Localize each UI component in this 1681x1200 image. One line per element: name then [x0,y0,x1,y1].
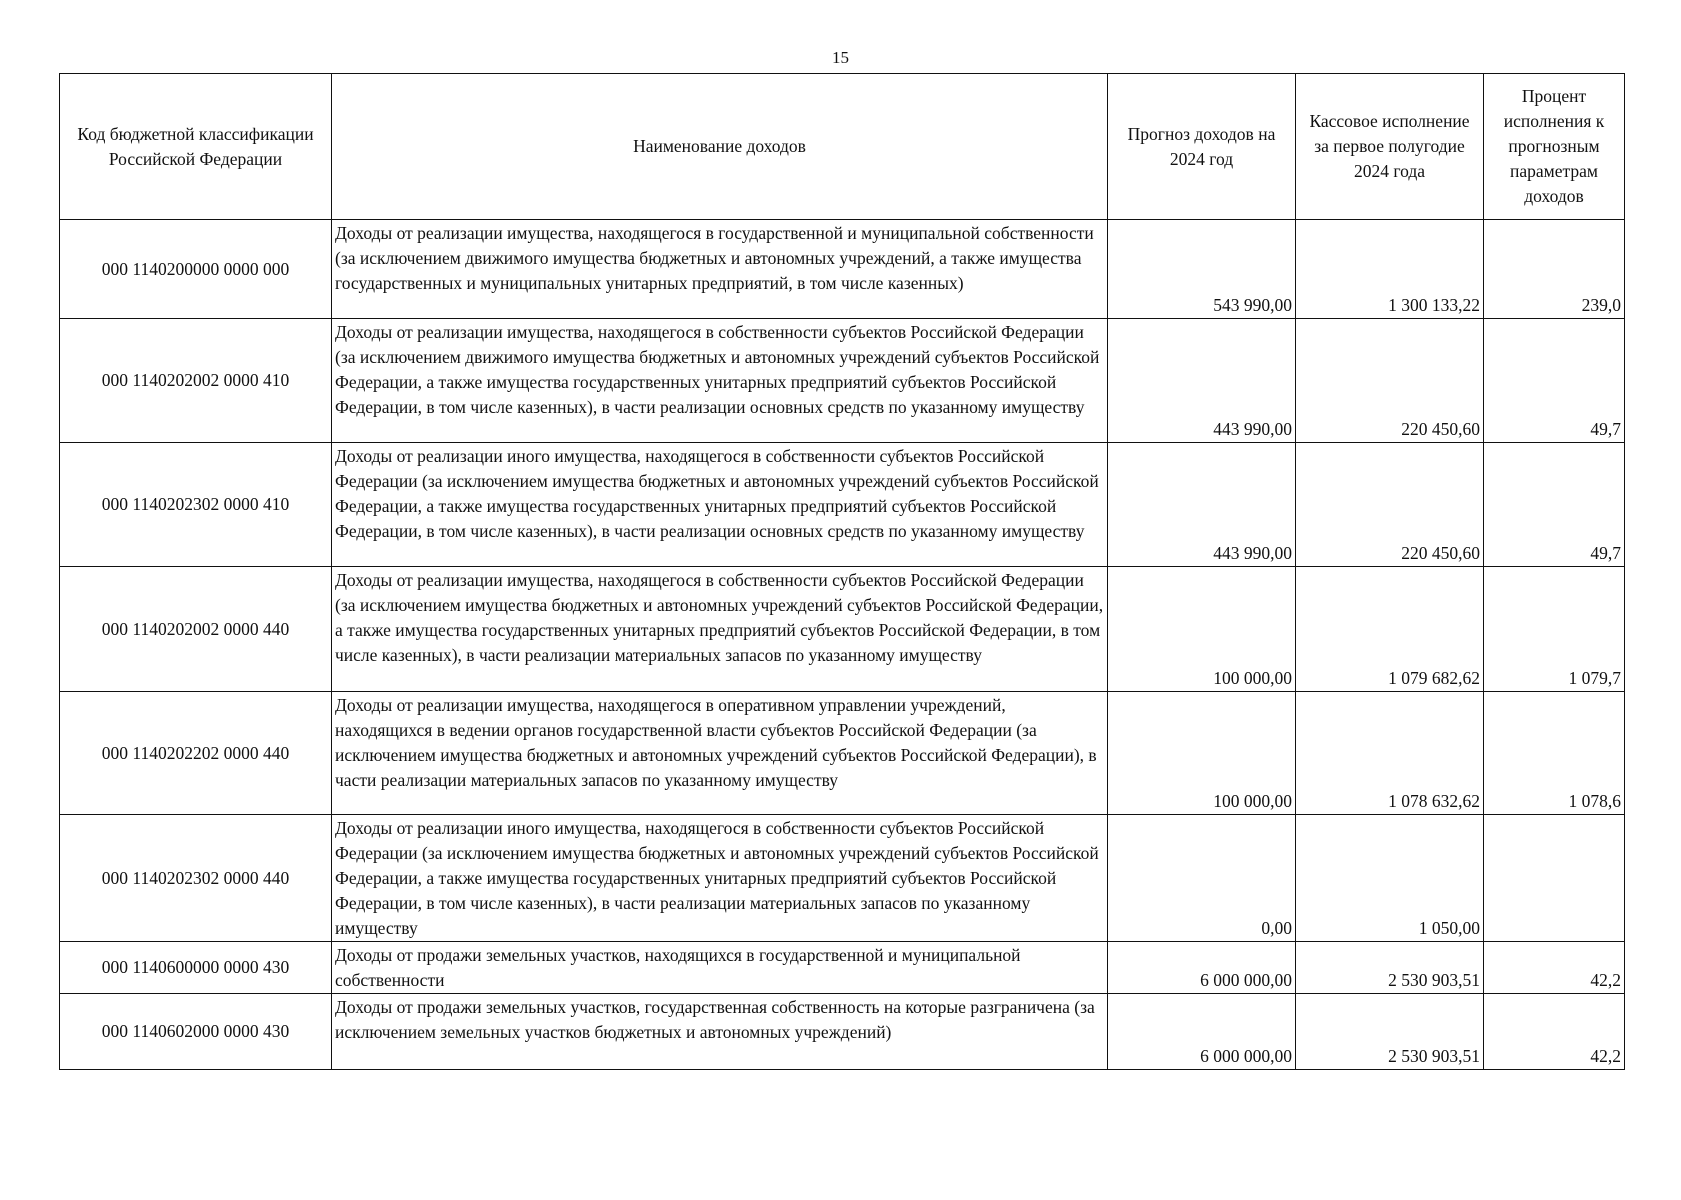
row-name: Доходы от реализации имущества, находящегося в оперативном управлении учреждений, находящихся в ведении органов государственной власти субъектов Российской Федерации (за исключением имущества бюджетных и автономных учреждений субъектов Российской Федерации), в части реализации материальных запасов по указанному имуществу [332,692,1108,815]
row-forecast: 443 990,00 [1108,319,1296,443]
table-header-row [60,74,1625,220]
header-forecast: Прогноз доходов на 2024 год [1108,74,1296,220]
row-execution: 1 300 133,22 [1296,220,1484,319]
row-execution: 1 050,00 [1296,815,1484,942]
table-row [60,815,1625,942]
row-code: 000 1140202202 0000 440 [60,692,332,815]
row-name: Доходы от реализации имущества, находящегося в собственности субъектов Российской Федерации (за исключением движимого имущества бюджетных и автономных учреждений субъектов Российской Федерации, а также имущества государственных унитарных предприятий субъектов Российской Федерации, в том числе казенных), в части реализации основных средств по указанному имуществу [332,319,1108,443]
table-row [60,220,1625,319]
header-percent: Процент исполнения к прогнозным параметрам доходов [1484,74,1625,220]
row-execution: 1 079 682,62 [1296,567,1484,692]
row-name: Доходы от реализации иного имущества, находящегося в собственности субъектов Российской Федерации (за исключением имущества бюджетных и автономных учреждений субъектов Российской Федерации, а также имущества государственных унитарных предприятий субъектов Российской Федерации, в том числе казенных), в части реализации материальных запасов по указанному имуществу [332,815,1108,942]
page-number: 15 [832,48,849,67]
row-forecast: 0,00 [1108,815,1296,942]
row-percent [1484,815,1625,942]
row-code: 000 1140202002 0000 440 [60,567,332,692]
row-percent: 42,2 [1484,942,1625,994]
table-row [60,443,1625,567]
row-forecast: 443 990,00 [1108,443,1296,567]
row-code: 000 1140202302 0000 410 [60,443,332,567]
row-forecast: 543 990,00 [1108,220,1296,319]
row-code: 000 1140202002 0000 410 [60,319,332,443]
row-forecast: 100 000,00 [1108,567,1296,692]
row-name: Доходы от продажи земельных участков, находящихся в государственной и муниципальной собственности [332,942,1108,994]
row-forecast: 6 000 000,00 [1108,994,1296,1070]
header-name: Наименование доходов [332,74,1108,220]
table-row [60,567,1625,692]
row-execution: 220 450,60 [1296,443,1484,567]
row-percent: 1 079,7 [1484,567,1625,692]
row-percent: 1 078,6 [1484,692,1625,815]
row-code: 000 1140202302 0000 440 [60,815,332,942]
row-name: Доходы от реализации иного имущества, находящегося в собственности субъектов Российской Федерации (за исключением имущества бюджетных и автономных учреждений субъектов Российской Федерации, а также имущества государственных унитарных предприятий субъектов Российской Федерации, в том числе казенных), в части реализации основных средств по указанному имуществу [332,443,1108,567]
row-execution: 2 530 903,51 [1296,942,1484,994]
row-code: 000 1140600000 0000 430 [60,942,332,994]
row-forecast: 100 000,00 [1108,692,1296,815]
table-row [60,319,1625,443]
row-percent: 42,2 [1484,994,1625,1070]
revenue-table [59,73,1625,1070]
row-execution: 220 450,60 [1296,319,1484,443]
header-code: Код бюджетной классификации Российской Федерации [60,74,332,220]
row-name: Доходы от продажи земельных участков, государственная собственность на которые разграничена (за исключением земельных участков бюджетных и автономных учреждений) [332,994,1108,1070]
row-forecast: 6 000 000,00 [1108,942,1296,994]
row-code: 000 1140200000 0000 000 [60,220,332,319]
row-execution: 2 530 903,51 [1296,994,1484,1070]
row-execution: 1 078 632,62 [1296,692,1484,815]
row-code: 000 1140602000 0000 430 [60,994,332,1070]
table-row [60,692,1625,815]
row-name: Доходы от реализации имущества, находящегося в государственной и муниципальной собственности (за исключением движимого имущества бюджетных и автономных учреждений, а также имущества государственных и муниципальных унитарных предприятий, в том числе казенных) [332,220,1108,319]
header-execution: Кассовое исполнение за первое полугодие 2024 года [1296,74,1484,220]
row-percent: 239,0 [1484,220,1625,319]
row-percent: 49,7 [1484,319,1625,443]
row-name: Доходы от реализации имущества, находящегося в собственности субъектов Российской Федерации (за исключением имущества бюджетных и автономных учреждений субъектов Российской Федерации, а также имущества государственных унитарных предприятий субъектов Российской Федерации, в том числе казенных), в части реализации материальных запасов по указанному имуществу [332,567,1108,692]
table-body [60,220,1625,1070]
table-row [60,994,1625,1070]
table-row [60,942,1625,994]
row-percent: 49,7 [1484,443,1625,567]
